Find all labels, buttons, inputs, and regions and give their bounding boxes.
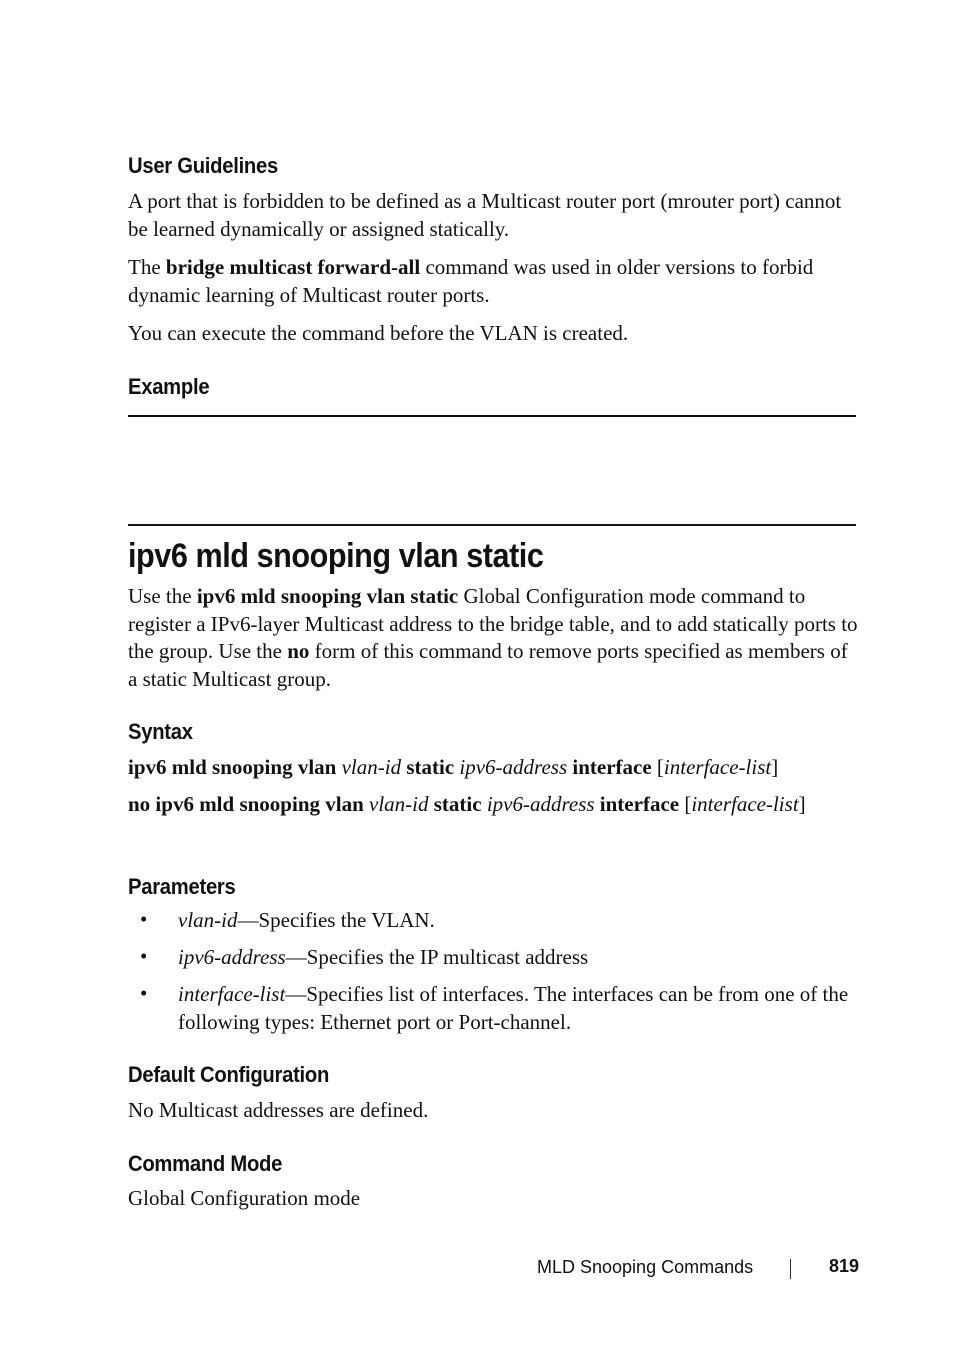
parameter-desc: —Specifies the IP multicast address bbox=[285, 945, 589, 969]
parameter-item bbox=[178, 944, 858, 972]
desc-mid: Global Configuration mode command to register a IPv6-layer Multicast address to the bridge table, and to add statically ports to the group. Use the bbox=[128, 584, 858, 663]
syntax-heading: Syntax bbox=[128, 719, 193, 744]
example-heading: Example bbox=[128, 374, 210, 399]
desc-post: form of this command to remove ports specified as members of a static Multicast group. bbox=[128, 639, 848, 691]
para2-post: command was used in older versions to forbid dynamic learning of Multicast router ports. bbox=[128, 255, 814, 307]
user-guidelines-paragraph-2 bbox=[128, 254, 858, 309]
syntax1-open: [ bbox=[656, 755, 664, 779]
syntax2-kw3: interface bbox=[599, 792, 680, 816]
command-title: ipv6 mld snooping vlan static bbox=[128, 537, 544, 575]
footer-separator bbox=[790, 1259, 791, 1279]
syntax2-arg3: interface-list bbox=[691, 792, 799, 816]
user-guidelines-heading: User Guidelines bbox=[128, 153, 278, 178]
user-guidelines-paragraph-3: You can execute the command before the VLAN is created. bbox=[128, 321, 629, 345]
command-mode-text: Global Configuration mode bbox=[128, 1186, 361, 1210]
syntax1-kw2: static bbox=[406, 755, 455, 779]
parameter-desc: —Specifies the VLAN. bbox=[237, 908, 435, 932]
syntax2-arg2: ipv6-address bbox=[486, 792, 595, 816]
syntax2-open: [ bbox=[684, 792, 692, 816]
syntax-line-1 bbox=[128, 754, 858, 782]
user-guidelines-paragraph-1: A port that is forbidden to be defined as a Multicast router port (mrouter port) cannot be learned dynamically or assigned statically. bbox=[128, 189, 842, 241]
footer-section-title: MLD Snooping Commands bbox=[537, 1257, 754, 1277]
parameter-bullet: • bbox=[140, 907, 148, 931]
default-configuration-text: No Multicast addresses are defined. bbox=[128, 1098, 429, 1122]
syntax-line-2 bbox=[128, 791, 843, 819]
parameter-term: vlan-id bbox=[178, 908, 238, 932]
command-description bbox=[128, 583, 858, 693]
parameter-bullet: • bbox=[140, 944, 148, 968]
para2-command: bridge multicast forward-all bbox=[165, 255, 421, 279]
para2-pre: The bbox=[128, 255, 166, 279]
syntax2-kw2: static bbox=[433, 792, 482, 816]
page-number: 819 bbox=[829, 1256, 860, 1276]
example-bottom-rule bbox=[128, 415, 856, 417]
syntax1-kw3: interface bbox=[572, 755, 652, 779]
desc-pre: Use the bbox=[128, 584, 197, 608]
syntax2-close: ] bbox=[798, 792, 806, 816]
syntax1-close: ] bbox=[771, 755, 779, 779]
section-top-rule bbox=[128, 524, 856, 526]
default-configuration-heading: Default Configuration bbox=[128, 1062, 330, 1087]
parameter-item bbox=[178, 981, 858, 1036]
parameter-term: ipv6-address bbox=[178, 945, 286, 969]
parameters-heading: Parameters bbox=[128, 874, 236, 899]
syntax2-arg1: vlan-id bbox=[369, 792, 429, 816]
syntax1-arg1: vlan-id bbox=[341, 755, 402, 779]
syntax1-kw1: ipv6 mld snooping vlan bbox=[128, 755, 337, 779]
syntax1-arg3: interface-list bbox=[663, 755, 772, 779]
syntax1-arg2: ipv6-address bbox=[459, 755, 568, 779]
parameter-term: interface-list bbox=[178, 982, 286, 1006]
parameter-item bbox=[178, 907, 858, 935]
desc-no: no bbox=[287, 639, 310, 663]
parameter-desc: —Specifies list of interfaces. The interfaces can be from one of the following types: Ethernet port or Port-channel. bbox=[178, 982, 849, 1034]
syntax2-kw1: no ipv6 mld snooping vlan bbox=[128, 792, 364, 816]
parameter-bullet: • bbox=[140, 981, 148, 1005]
desc-command: ipv6 mld snooping vlan static bbox=[196, 584, 459, 608]
command-mode-heading: Command Mode bbox=[128, 1151, 283, 1176]
